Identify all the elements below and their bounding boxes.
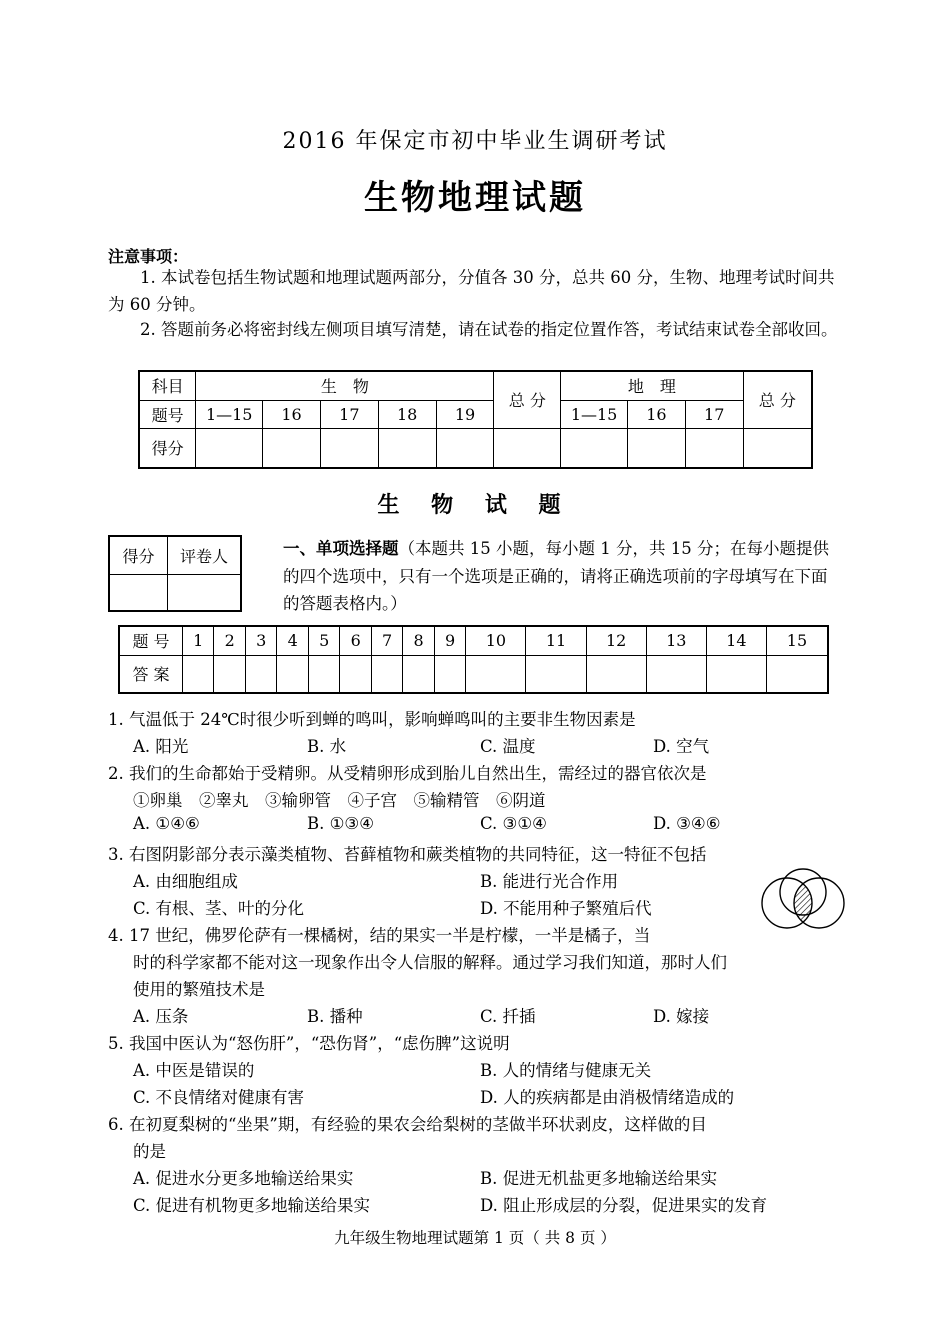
question-3-option-d: D. 不能用种子繁殖后代: [480, 899, 652, 918]
question-3-stem: 3. 右图阴影部分表示藻类植物、苔藓植物和蕨类植物的共同特征，这一特征不包括: [108, 845, 707, 864]
question-5-stem: 5. 我国中医认为“怒伤肝”，“恐伤肾”，“虑伤脾”这说明: [108, 1034, 510, 1053]
page-footer: 九年级生物地理试题第 1 页（ 共 8 页 ）: [334, 1229, 616, 1247]
question-3-option-b: B. 能进行光合作用: [480, 872, 619, 891]
bio-col: 17: [320, 400, 378, 428]
score-table: [138, 370, 813, 469]
score-cell[interactable]: [561, 428, 628, 468]
question-6-option-c: C. 促进有机物更多地输送给果实: [133, 1196, 371, 1215]
question-1-stem: 1. 气温低于 24℃时很少听到蝉的鸣叫，影响蝉鸣叫的主要非生物因素是: [108, 710, 636, 729]
answer-number: 13: [646, 626, 706, 655]
geography-header: 地 理: [561, 371, 743, 400]
venn-diagram: [758, 866, 848, 934]
bio-total-header: 总 分: [494, 371, 561, 428]
answer-cell[interactable]: [277, 655, 308, 693]
question-6-line-1: 6. 在初夏梨树的“坐果”期，有经验的果农会给梨树的茎做半环状剥皮，这样做的目: [108, 1115, 707, 1134]
question-2-option-b: B. ①③④: [307, 814, 374, 833]
answer-cell[interactable]: [586, 655, 646, 693]
bio-col: 18: [378, 400, 436, 428]
grader-box: [108, 535, 242, 612]
question-2-option-a: A. ①④⑥: [133, 814, 200, 833]
score-cell[interactable]: [378, 428, 436, 468]
answer-number: 7: [371, 626, 402, 655]
question-1-option-c: C. 温度: [480, 737, 536, 756]
answer-number: 6: [340, 626, 371, 655]
question-6-line-2: 的是: [133, 1142, 166, 1161]
notice-label: 注意事项：: [108, 247, 189, 266]
answer-number: 2: [214, 626, 245, 655]
question-5-option-b: B. 人的情绪与健康无关: [480, 1061, 652, 1080]
bio-col: 1—15: [196, 400, 263, 428]
question-2-stem: 2. 我们的生命都始于受精卵。从受精卵形成到胎儿自然出生，需经过的器官依次是: [108, 764, 707, 783]
answer-cell[interactable]: [340, 655, 371, 693]
answer-number: 4: [277, 626, 308, 655]
question-6-option-b: B. 促进无机盐更多地输送给果实: [480, 1169, 718, 1188]
answer-cell[interactable]: [308, 655, 339, 693]
score-cell[interactable]: [196, 428, 263, 468]
question-3-option-a: A. 由细胞组成: [133, 872, 238, 891]
question-3-option-c: C. 有根、茎、叶的分化: [133, 899, 305, 918]
question-2-option-d: D. ③④⑥: [653, 814, 721, 833]
number-label: 题号: [139, 400, 196, 428]
answer-cell[interactable]: [526, 655, 586, 693]
question-1-option-b: B. 水: [307, 737, 347, 756]
answer-cell[interactable]: [403, 655, 434, 693]
exam-name: 2016 年保定市初中毕业生调研考试: [282, 129, 668, 154]
score-label: 得分: [139, 428, 196, 468]
score-cell[interactable]: [263, 428, 321, 468]
answer-cell[interactable]: [371, 655, 402, 693]
score-cell[interactable]: [436, 428, 494, 468]
answer-number: 11: [526, 626, 586, 655]
grader-score-cell[interactable]: [109, 574, 168, 611]
grader-name-cell[interactable]: [168, 574, 242, 611]
answer-number: 9: [434, 626, 465, 655]
notice-item-2: 2. 答题前务必将密封线左侧项目填写清楚，请在试卷的指定位置作答，考试结束试卷全部收回。: [140, 320, 838, 339]
answer-number: 8: [403, 626, 434, 655]
question-2-list: ①卵巢 ②睾丸 ③输卵管 ④子宫 ⑤输精管 ⑥阴道: [133, 791, 546, 810]
question-1-option-d: D. 空气: [653, 737, 710, 756]
answer-cell[interactable]: [183, 655, 214, 693]
answer-number-label: 题 号: [119, 626, 183, 655]
question-4-option-b: B. 播种: [307, 1007, 363, 1026]
answer-number: 1: [183, 626, 214, 655]
answer-number: 3: [245, 626, 276, 655]
geo-col: 17: [685, 400, 743, 428]
biology-header: 生 物: [196, 371, 494, 400]
question-4-option-a: A. 压条: [133, 1007, 189, 1026]
subject-label: 科目: [139, 371, 196, 400]
bio-col: 16: [263, 400, 321, 428]
question-4-line-3: 使用的繁殖技术是: [133, 980, 265, 999]
score-cell[interactable]: [494, 428, 561, 468]
question-5-option-a: A. 中医是错误的: [133, 1061, 255, 1080]
answer-number: 12: [586, 626, 646, 655]
answer-cell[interactable]: [646, 655, 706, 693]
answer-number: 15: [766, 626, 828, 655]
question-4-option-d: D. 嫁接: [653, 1007, 710, 1026]
answer-cell[interactable]: [214, 655, 245, 693]
bio-col: 19: [436, 400, 494, 428]
grader-label: 评卷人: [168, 536, 242, 574]
question-4-line-2: 时的科学家都不能对这一现象作出令人信服的解释。通过学习我们知道，那时人们: [133, 953, 727, 972]
question-1-option-a: A. 阳光: [133, 737, 189, 756]
paper-title: 生物地理试题: [364, 178, 586, 218]
score-cell[interactable]: [685, 428, 743, 468]
question-2-option-c: C. ③①④: [480, 814, 547, 833]
answer-cell[interactable]: [466, 655, 526, 693]
part-title: 一、单项选择题: [283, 539, 399, 558]
part-instruction: （本题共 15 小题，每小题 1 分，共 15 分；在每小题提供的四个选项中，只有一个选项是正确的，请将正确选项前的字母填写在下面的答题表格内。）: [283, 539, 829, 613]
score-cell[interactable]: [743, 428, 812, 468]
question-6-option-a: A. 促进水分更多地输送给果实: [133, 1169, 354, 1188]
answer-cell[interactable]: [766, 655, 828, 693]
geo-total-header: 总 分: [743, 371, 812, 428]
question-6-option-d: D. 阻止形成层的分裂，促进果实的发育: [480, 1196, 768, 1215]
question-5-option-c: C. 不良情绪对健康有害: [133, 1088, 305, 1107]
geo-col: 1—15: [561, 400, 628, 428]
question-4-option-c: C. 扦插: [480, 1007, 536, 1026]
geo-col: 16: [627, 400, 685, 428]
answer-cell[interactable]: [434, 655, 465, 693]
question-4-line-1: 4. 17 世纪，佛罗伦萨有一棵橘树，结的果实一半是柠檬，一半是橘子，当: [108, 926, 651, 945]
score-cell[interactable]: [320, 428, 378, 468]
answer-number: 14: [706, 626, 766, 655]
question-5-option-d: D. 人的疾病都是由消极情绪造成的: [480, 1088, 735, 1107]
answer-label: 答 案: [119, 655, 183, 693]
answer-table: [118, 625, 829, 694]
grader-score-label: 得分: [109, 536, 168, 574]
answer-cell[interactable]: [245, 655, 276, 693]
answer-cell[interactable]: [706, 655, 766, 693]
answer-number: 5: [308, 626, 339, 655]
notice-item-1: 1. 本试卷包括生物试题和地理试题两部分，分值各 30 分，总共 60 分，生物、地理考试时间共为 60 分钟。: [108, 268, 835, 314]
answer-number: 10: [466, 626, 526, 655]
section-title: 生 物 试 题: [377, 493, 573, 518]
part-intro: [283, 535, 843, 618]
score-cell[interactable]: [627, 428, 685, 468]
